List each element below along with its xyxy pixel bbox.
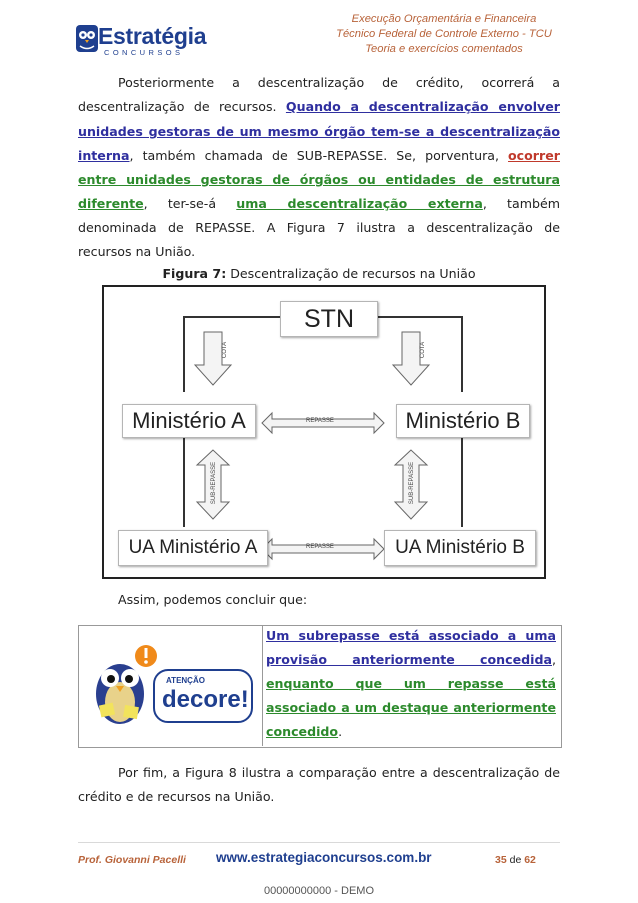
conclude-text: Assim, podemos concluir que: (118, 592, 308, 607)
sub-repasse-label-left: SUB-REPASSE (211, 461, 218, 505)
callout-line4: associado a um destaque anteriormente (266, 700, 556, 715)
footer-author: Prof. Giovanni Pacelli (78, 854, 186, 866)
para1-line3: unidades gestoras de um mesmo órgão tem-se a descentralização (78, 124, 560, 139)
stn-to-ministerio-a-line (184, 317, 294, 392)
para1-line1: Posteriormente a descentralização de crédito, ocorrerá a (118, 75, 560, 90)
header-course-desc: Teoria e exercícios comentados (365, 43, 523, 55)
cota-label-left: COTA (222, 341, 229, 359)
owl-logo-icon (75, 24, 99, 54)
repasse-label-bottom: REPASSE (306, 544, 334, 550)
para2-line1: Por fim, a Figura 8 ilustra a comparação entre a descentralização de (118, 765, 560, 780)
attention-badge (86, 642, 256, 730)
decore-label: decore! (162, 686, 249, 713)
sub-repasse-label-right: SUB-REPASSE (409, 461, 416, 505)
node-ministerio-b: Ministério B (396, 404, 530, 438)
para1-line4: interna, também chamada de SUB-REPASSE. Se, porventura, ocorrer (78, 148, 560, 163)
node-ministerio-a: Ministério A (122, 404, 256, 438)
para1-line2: descentralização de recursos. Quando a descentralização envolver (78, 99, 560, 114)
footer-page-number: 35 de 62 (495, 854, 536, 866)
figure7-caption: Figura 7: Descentralização de recursos na União (162, 266, 476, 281)
node-ua-ministerio-b: UA Ministério B (384, 530, 536, 566)
callout-line1: Um subrepasse está associado a uma (266, 628, 556, 643)
node-stn: STN (280, 301, 378, 337)
footer-demo: 00000000000 - DEMO (263, 885, 375, 897)
para1-line5: entre unidades gestoras de órgãos ou entidades de estrutura (78, 172, 560, 187)
attention-label: ATENÇÃO (166, 676, 205, 685)
header-course-subtitle: Técnico Federal de Controle Externo - TCU (336, 28, 552, 40)
cota-arrow-left (195, 332, 231, 385)
repasse-label-top: REPASSE (306, 418, 334, 424)
para2-line2: crédito e de recursos na União. (78, 789, 275, 804)
para1-line8: recursos na União. (78, 244, 196, 259)
header-course-title: Execução Orçamentária e Financeira (351, 13, 537, 25)
callout-line2: provisão anteriormente concedida, (266, 652, 556, 667)
footer-site-link[interactable]: www.estrategiaconcursos.com.br (216, 850, 432, 865)
para1-line6: diferente, ter-se-á uma descentralização externa, também (78, 196, 560, 211)
callout-line3: enquanto que um repasse está (266, 676, 556, 691)
logo-subtitle: CONCURSOS (104, 48, 184, 57)
callout-line5: concedido. (266, 724, 343, 739)
node-ua-ministerio-a: UA Ministério A (118, 530, 268, 566)
cota-label-right: COTA (420, 341, 427, 359)
figure7-diagram (102, 285, 546, 579)
logo-name: Estratégia (98, 23, 207, 49)
cota-arrow-right (393, 332, 429, 385)
footer-rule (78, 842, 560, 843)
callout-divider (262, 625, 263, 746)
para1-line7: denominada de REPASSE. A Figura 7 ilustra a descentralização de (78, 220, 560, 235)
